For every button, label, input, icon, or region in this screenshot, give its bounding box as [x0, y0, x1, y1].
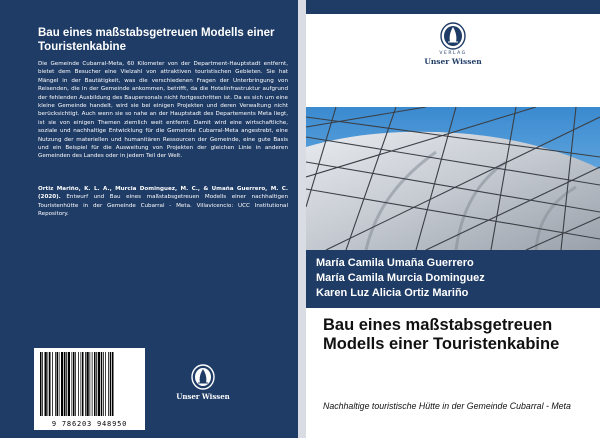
citation-text: Entwurf und Bau eines maßstabsgetreuen Modells einer nachhaltigen Touristenhütte in der Gemeinde Cubarral - Meta. Villavicencio: UCC Institutional Repository. [38, 194, 288, 218]
barcode-bar [108, 352, 109, 416]
book-spine [298, 0, 306, 438]
barcode-bar [110, 352, 112, 416]
barcode-bar [78, 352, 79, 416]
barcode-bar [105, 352, 106, 416]
front-cover-subtitle: Nachhaltige touristische Hütte in der Gemeinde Cubarral - Meta [323, 401, 571, 411]
barcode-bar [42, 352, 43, 416]
barcode-bar [87, 352, 89, 416]
barcode-bar [75, 352, 76, 416]
barcode-bar [85, 352, 86, 416]
barcode-bar [94, 352, 96, 416]
back-cover-title: Bau eines maßstabsgetreuen Modells einer Touristenkabine [38, 27, 275, 53]
front-cover-title: Bau eines maßstabsgetreuen Modells einer Touristenkabine [323, 316, 560, 353]
front-publisher-logo [407, 22, 499, 66]
barcode-bar [92, 352, 93, 416]
barcode-bar [103, 352, 104, 416]
barcode-bar [59, 352, 60, 416]
barcode-bar [72, 352, 73, 416]
barcode-bar [96, 352, 97, 416]
back-cover-citation [38, 185, 288, 219]
front-publisher-brand: Unser Wissen [424, 57, 482, 66]
barcode-bar [68, 352, 70, 416]
barcode-bar [52, 352, 53, 416]
back-cover-blurb: Die Gemeinde Cubarral-Meta, 60 Kilometer von der Department-Hauptstadt entfernt, bietet dem Besucher eine Vielzahl von attraktiven touristischen Gebieten. Sie hat Mängel in der Bautätigkeit, was die verschiedenen Fragen der Unterbringung von Reisenden, die in der Gemeinde ankommen, betrifft, da die Hotelinfrastruktur aufgrund der fehlenden Ausbildung des Baupersonals nicht fortgeschritten ist. Da es sich um eine kleine Gemeinde handelt, wird sie bei einigen Projekten und deren Verwaltung nicht berücksichtigt. Auch wenn sie so nahe an der Hauptstadt des Departements Meta liegt, ist sie von einigen Themen ziemlich weit entfernt. Damit wird eine wirtschaftliche, soziale und nachhaltige Entwicklung für die Gemeinde Cubarral-Meta angestrebt, eine Nutzung der materiellen und humanitären Ressourcen der Gemeinde, eine gute Basis und ein Beispiel für die Ausweitung von Projekten der gleichen Linie in anderen Gemeinden des Landes oder in jedem Teil der Welt. [38, 61, 288, 160]
barcode-bar [40, 352, 42, 416]
citation-authors: Ortiz Mariño, K. L. A., Murcia Dominguez, M. C., & Umaña Guerrero, M. C. (2020). [38, 186, 288, 201]
barcode-bar [45, 352, 47, 416]
back-cover [0, 0, 298, 438]
barcode-bar [64, 352, 66, 416]
author-name: María Camila Murcia Dominguez [316, 272, 485, 284]
geodesic-dome-photo [306, 107, 600, 250]
barcode-bar [90, 352, 91, 416]
barcode-bar [57, 352, 59, 416]
front-cover [306, 0, 600, 438]
barcode-bar [81, 352, 82, 416]
barcode-bar [66, 352, 67, 416]
isbn-barcode [34, 348, 145, 430]
barcode-bar [101, 352, 103, 416]
author-band [306, 250, 600, 308]
barcode-bar [98, 352, 100, 416]
barcode-bar [112, 352, 114, 416]
author-name: María Camila Umaña Guerrero [316, 257, 474, 269]
back-publisher-brand: Unser Wissen [176, 392, 230, 401]
front-top-bar [306, 0, 600, 14]
verlag-label: VERLAG [439, 51, 467, 56]
barcode-bar [49, 352, 51, 416]
author-name: Karen Luz Alicia Ortiz Mariño [316, 287, 469, 299]
barcode-bar [82, 352, 84, 416]
oval-emblem-icon [439, 22, 467, 50]
barcode-bar [55, 352, 56, 416]
oval-emblem-icon [190, 364, 216, 390]
barcode-bar [61, 352, 63, 416]
barcode-bars [38, 352, 141, 416]
barcode-number: 9 786203 948950 [51, 420, 128, 428]
barcode-bar [73, 352, 75, 416]
barcode-bar [48, 352, 49, 416]
back-publisher-logo [170, 364, 236, 401]
